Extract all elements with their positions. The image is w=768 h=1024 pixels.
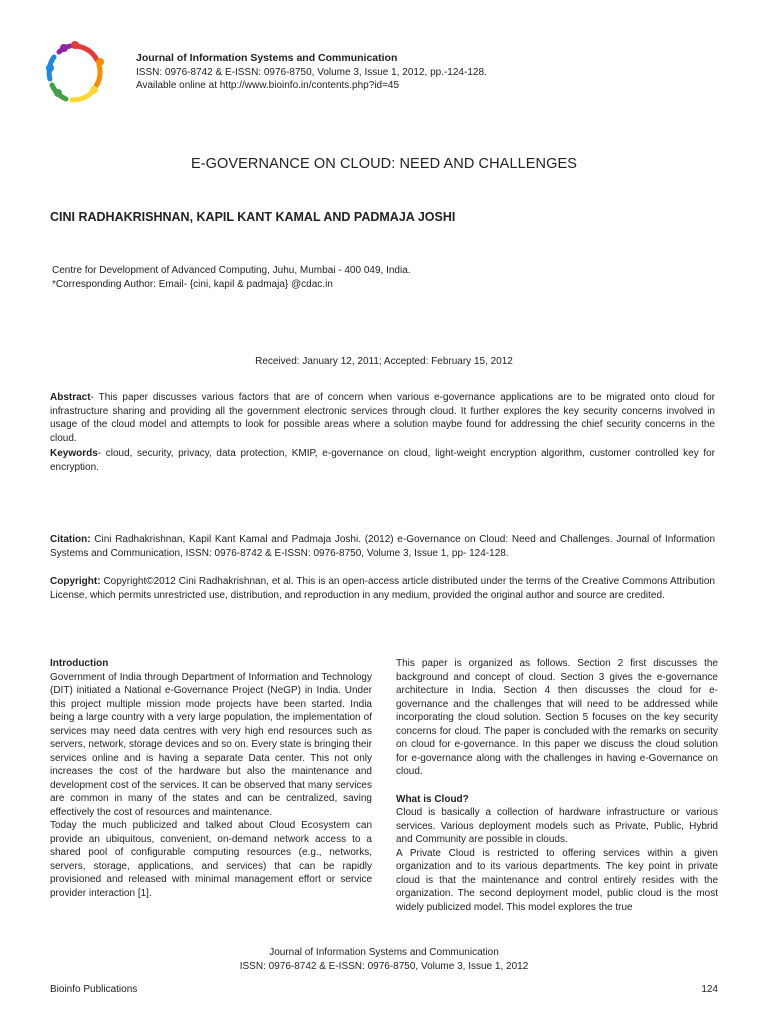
abstract-label: Abstract [50, 392, 91, 403]
abstract [50, 391, 715, 445]
page-number: 124 [701, 984, 718, 995]
keywords-text: - cloud, security, privacy, data protection, KMIP, e-governance on cloud, light-weight encryption algorithm, customer controlled key for encryption. [50, 448, 715, 473]
citation [50, 533, 715, 560]
copyright [50, 575, 715, 602]
issn-line: ISSN: 0976-8742 & E-ISSN: 0976-8750, Volume 3, Issue 1, 2012, pp.-124-128. [136, 66, 487, 78]
citation-label: Citation: [50, 534, 91, 545]
what-is-cloud-heading: What is Cloud? [396, 793, 469, 805]
paper-title: E-GOVERNANCE ON CLOUD: NEED AND CHALLENGES [190, 156, 578, 172]
journal-header [136, 52, 487, 93]
received-dates: Received: January 12, 2011; Accepted: February 15, 2012 [255, 356, 513, 367]
left-column [50, 657, 372, 900]
journal-name: Journal of Information Systems and Communication [136, 52, 398, 64]
cloud-paragraph-1: Cloud is basically a collection of hardware infrastructure or various services. Various deployment models such as Private, Public, Hybrid and Community are possible in clouds. [396, 807, 718, 845]
footer-journal [0, 946, 768, 973]
footer-issn: ISSN: 0976-8742 & E-ISSN: 0976-8750, Volume 3, Issue 1, 2012 [239, 960, 529, 972]
right-column [396, 657, 718, 914]
citation-text: Cini Radhakrishnan, Kapil Kant Kamal and Padmaja Joshi. (2012) e-Governance on Cloud: Need and Challenges. Journal of Information Systems and Communication, ISSN: 0976-8742 & E-ISSN: 0976-8750, Volume 3, Issue 1, pp- 124-128. [50, 534, 715, 559]
authors: CINI RADHAKRISHNAN, KAPIL KANT KAMAL AND PADMAJA JOSHI [50, 210, 456, 224]
copyright-text: Copyright©2012 Cini Radhakrishnan, et al. This is an open-access article distributed under the terms of the Creative Commons Attribution License, which permits unrestricted use, distribution, and reproduction in any medium, provided the original author and source are credited. [50, 576, 715, 601]
corresponding-author: *Corresponding Author: Email- {cini, kapil & padmaja} @cdac.in [52, 278, 333, 290]
intro-paragraph-2: Today the much publicized and talked about Cloud Ecosystem can provide an ubiquitous, convenient, on-demand network access to a shared pool of configurable computing resources (e.g., networks, servers, storage, applications, and services) that can be rapidly provisioned and released with minimal management effort or service provider interaction [1]. [50, 820, 372, 899]
abstract-text: - This paper discusses various factors that are of concern when various e-governance applications are to be migrated onto cloud for infrastructure sharing and providing all the government electronic services through cloud. It further explores the key security concerns involved in usage of the cloud model and attempts to look for possible areas where a solution maybe found for addressing the chief security concerns in the cloud. [50, 392, 715, 444]
journal-logo [44, 40, 106, 108]
organization-paragraph: This paper is organized as follows. Section 2 first discusses the background and concept of cloud. Section 3 gives the e-governance architecture in India. Section 4 then discusses the cloud for e-governance and the challenges that will need to be addressed while incorporating the cloud solution. Section 5 focuses on the key security concerns for cloud. The paper is concluded with the remarks on security on cloud for e-governance. In this paper we discuss the cloud solution for e-governance along with the challenges in having e-Governance on cloud. [396, 658, 718, 777]
footer-journal-name: Journal of Information Systems and Communication [269, 947, 499, 958]
keywords [50, 447, 715, 474]
cloud-paragraph-2: A Private Cloud is restricted to offering services within a given organization and to its various departments. The key point in private cloud is that the maintenance and control entirely resides with the organization. The second deployment model, public cloud is the most widely publicized model. This model explores the true [396, 847, 718, 913]
publisher: Bioinfo Publications [50, 984, 138, 995]
affiliation: Centre for Development of Advanced Computing, Juhu, Mumbai - 400 049, India. [52, 265, 411, 276]
copyright-label: Copyright: [50, 576, 101, 587]
intro-paragraph-1: Government of India through Department of Information and Technology (DIT) initiated a National e-Governance Project (NeGP) in India. Under this project multiple mission mode projects have been started. India being a large country with a very large population, the implementation of services may need data centres with very high end resources such as servers, network, storage devices and so on. Every state is bringing their services online and is having a separate Data center. This not only increases the cost of the hardware but also the maintenance and development cost of the services. It can be observed that many services are common in many of the states and can be centralized, saving effectively the cost of resources and maintenance. [50, 671, 372, 818]
introduction-heading: Introduction [50, 658, 109, 669]
online-line: Available online at http://www.bioinfo.in/contents.php?id=45 [136, 80, 400, 91]
affiliation-block [52, 264, 411, 291]
keywords-label: Keywords [50, 448, 98, 459]
